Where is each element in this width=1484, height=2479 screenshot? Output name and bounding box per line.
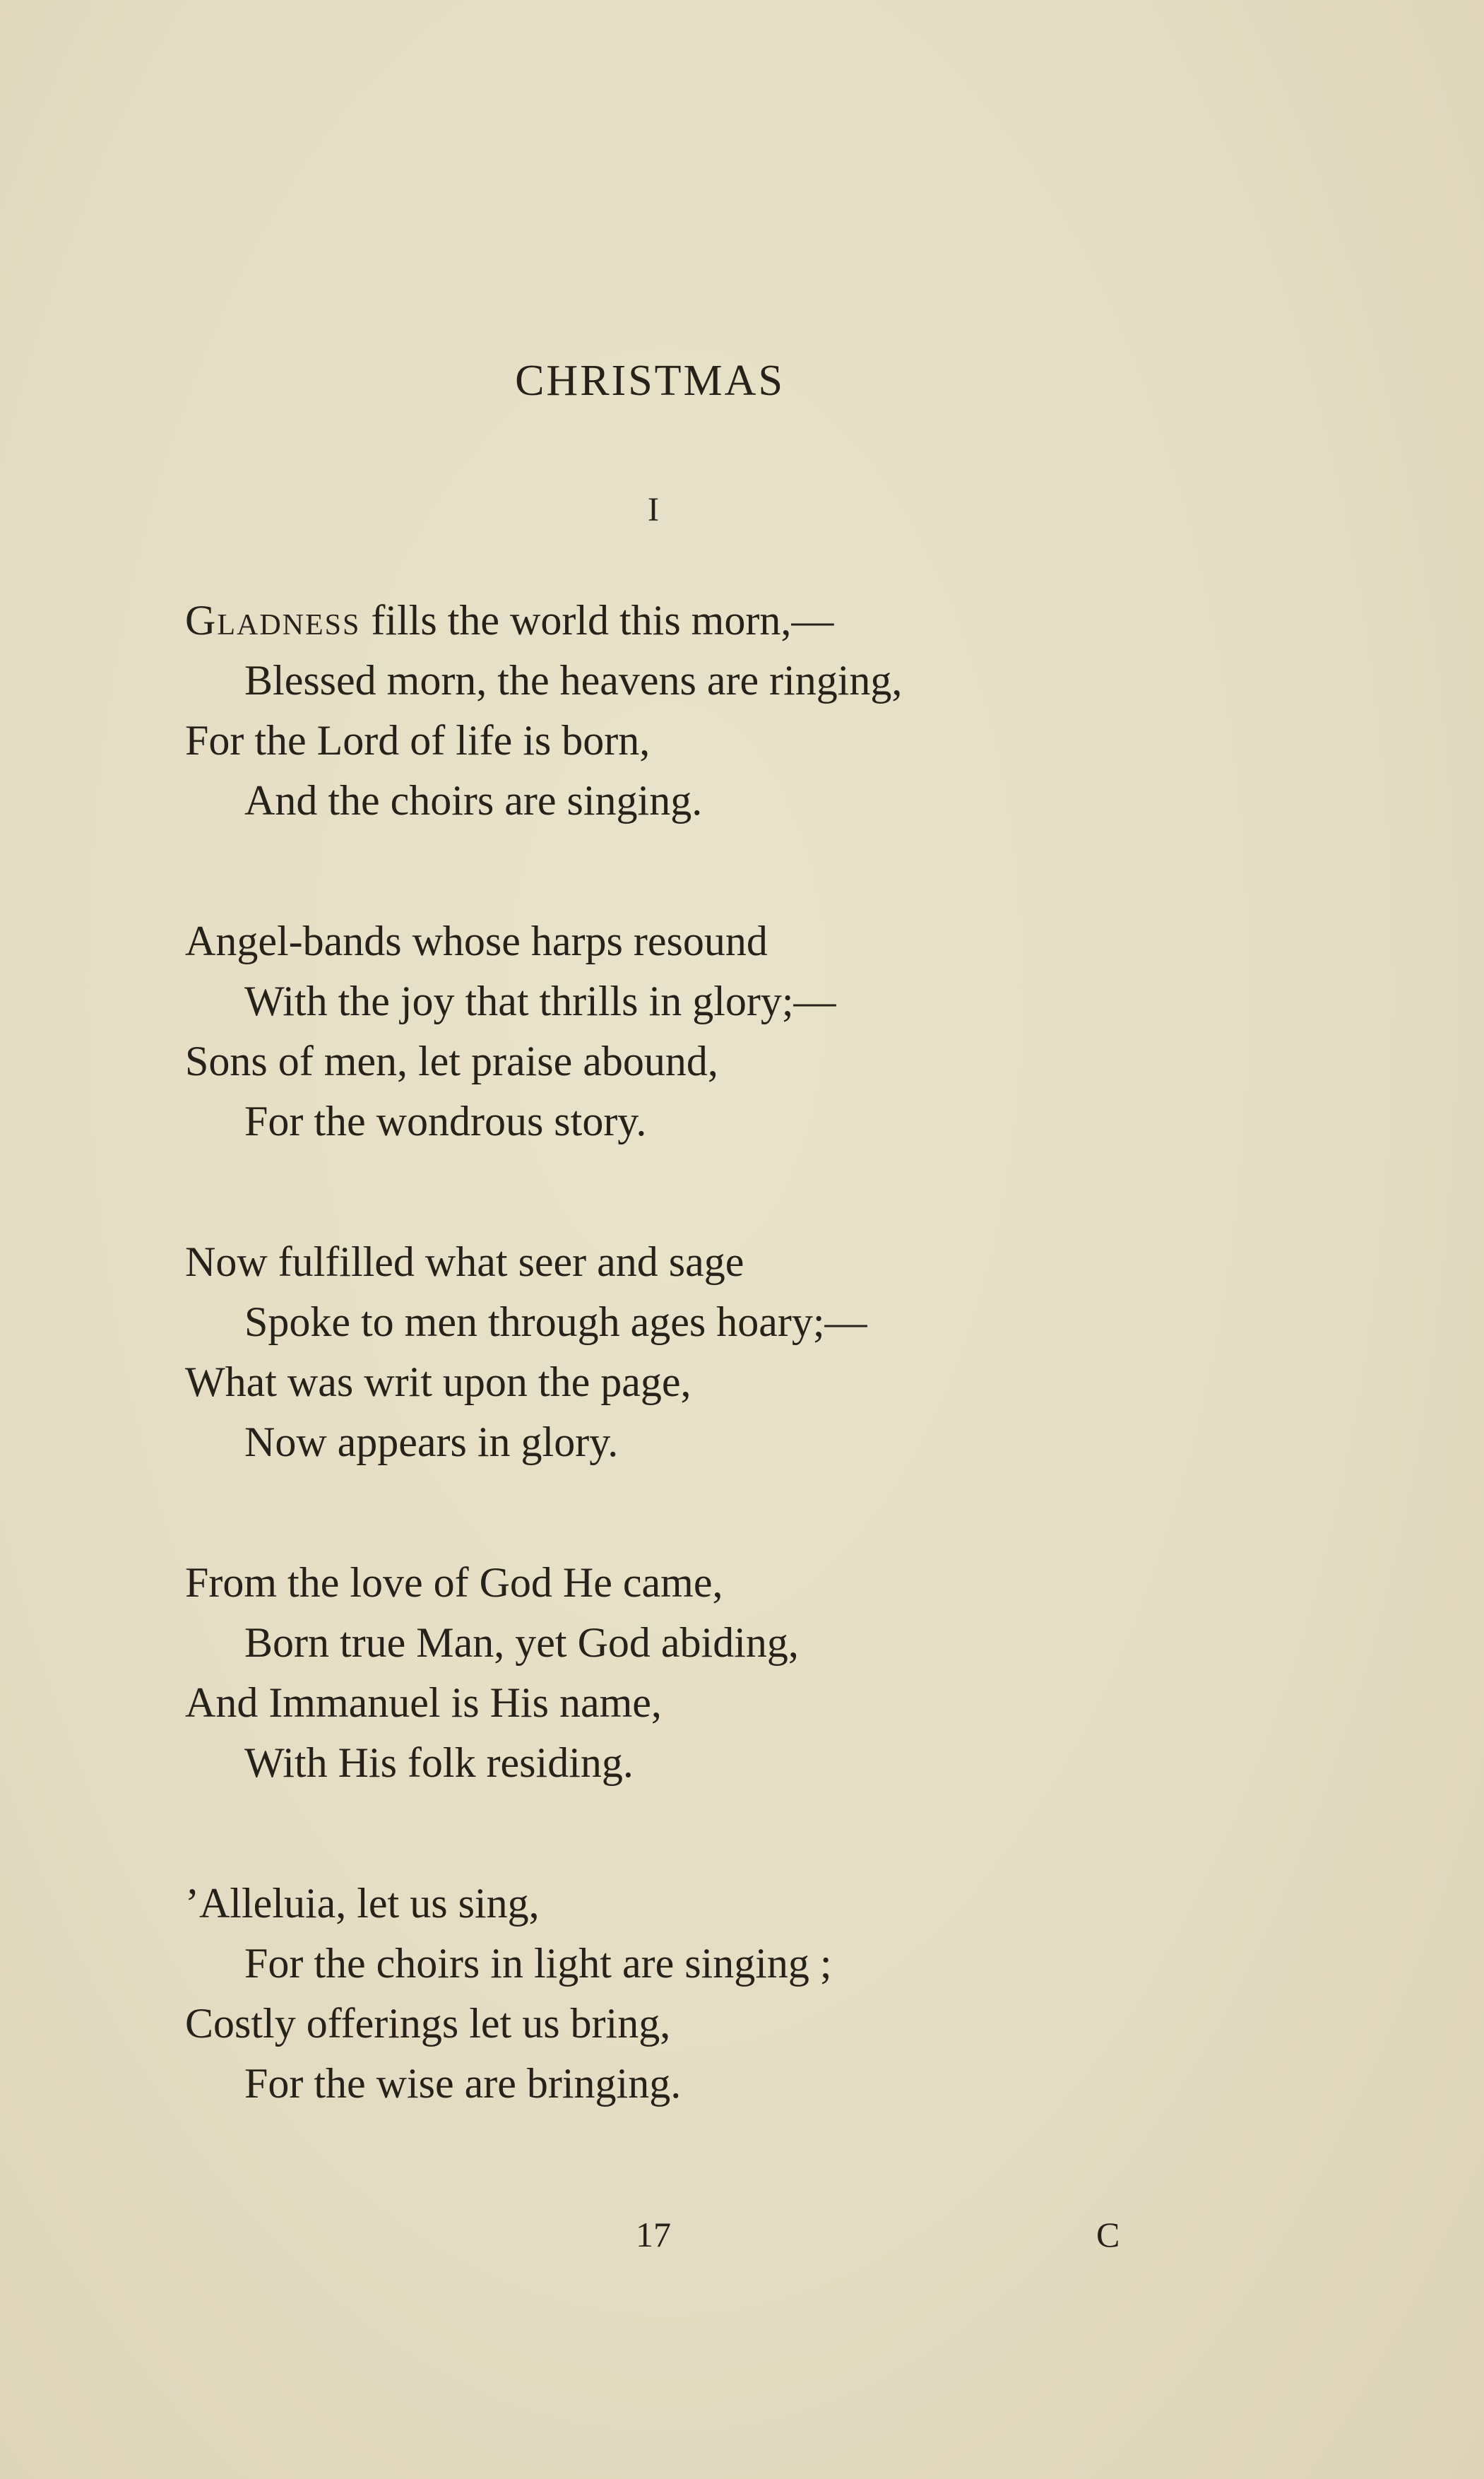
opening-word: Gladness	[185, 597, 361, 644]
poem-line: Angel-bands whose harps resound	[185, 918, 768, 964]
page-number: 17	[636, 2215, 671, 2254]
poem	[185, 591, 1174, 2194]
poem-line	[185, 591, 1174, 651]
poem-line: From the love of God He came,	[185, 1559, 723, 1606]
poem-line: With the joy that thrills in glory;—	[244, 978, 836, 1024]
poem-line: Costly offerings let us bring,	[185, 2000, 671, 2047]
poem-line: Born true Man, yet God abiding,	[244, 1619, 799, 1666]
poem-line: For the wondrous story.	[244, 1098, 647, 1144]
poem-line: For the Lord of life is born,	[185, 717, 651, 764]
section-number: I	[648, 491, 659, 528]
poem-line: And the choirs are singing.	[244, 777, 703, 824]
poem-line: For the choirs in light are singing ;	[244, 1940, 832, 1987]
stanza-1	[185, 591, 1174, 831]
poem-line: Blessed morn, the heavens are ringing,	[244, 657, 903, 704]
signature-mark: C	[1096, 2215, 1120, 2254]
poem-line: Sons of men, let praise abound,	[185, 1038, 718, 1084]
stanza-3	[185, 1232, 1174, 1472]
stanza-4	[185, 1553, 1174, 1793]
poem-line: With His folk residing.	[244, 1739, 634, 1786]
poem-line: And Immanuel is His name,	[185, 1679, 662, 1726]
poem-line: ’Alleluia, let us sing,	[185, 1880, 540, 1927]
page-title: CHRISTMAS	[515, 357, 785, 405]
poem-line: Spoke to men through ages hoary;—	[244, 1298, 867, 1345]
poem-line: What was writ upon the page,	[185, 1359, 691, 1405]
stanza-5	[185, 1874, 1174, 2114]
poem-line: Now fulfilled what seer and sage	[185, 1238, 744, 1285]
stanza-2	[185, 911, 1174, 1152]
line-text: fills the world this morn,—	[360, 597, 834, 644]
poem-line: For the wise are bringing.	[244, 2060, 682, 2107]
poem-line: Now appears in glory.	[244, 1419, 619, 1465]
